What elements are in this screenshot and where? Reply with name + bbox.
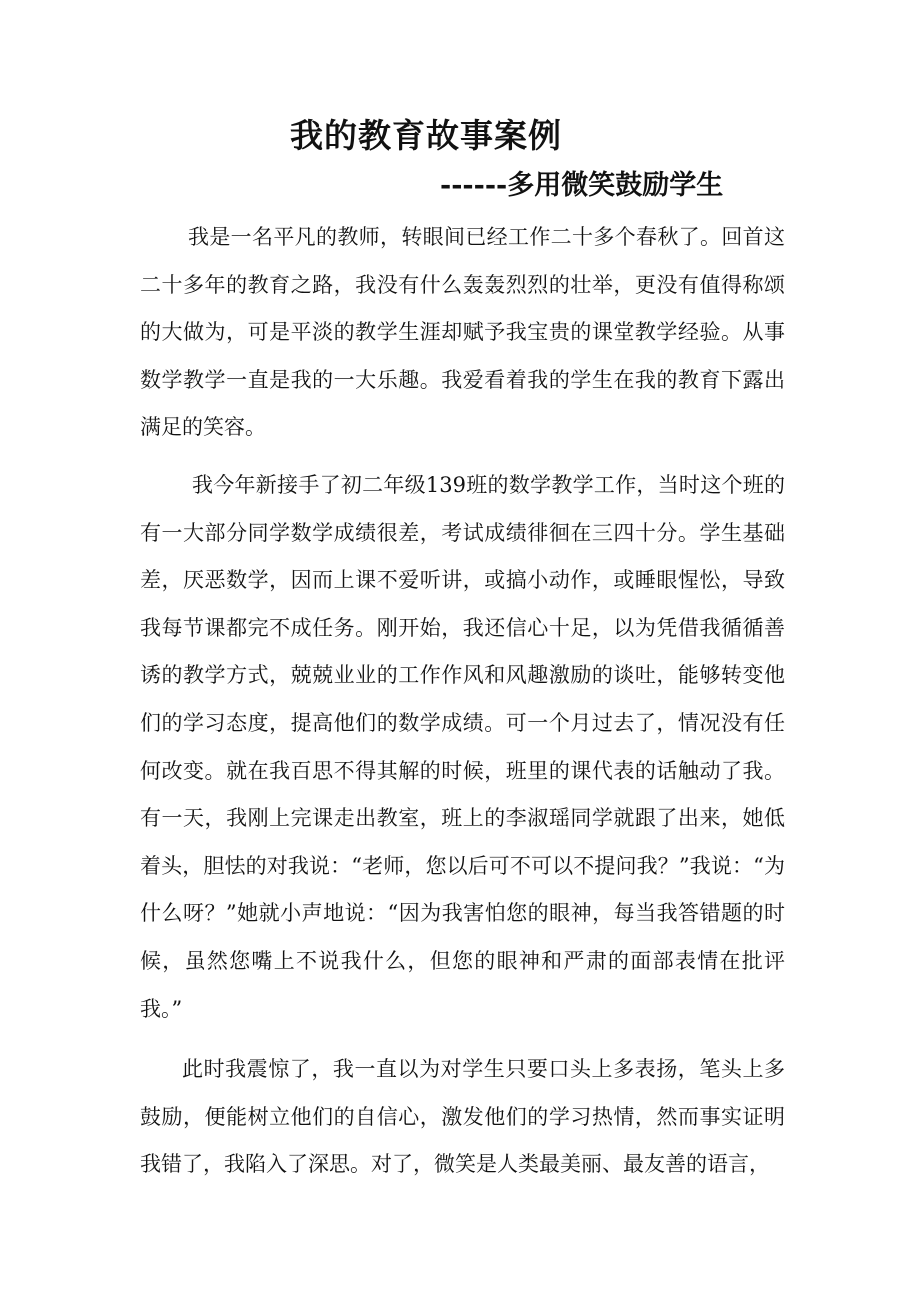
body-paragraph-3: 此时我震惊了，我一直以为对学生只要口头上多表扬，笔头上多鼓励，便能树立他们的自信心，激发他们的学习热情，然而事实证明我错了，我陷入了深思。对了，微笑是人类最美丽、最友善的语言， [140,1057,785,1177]
document-title: 我的教育故事案例 [290,116,562,155]
body-paragraph-1: 我是一名平凡的教师，转眼间已经工作二十多个春秋了。回首这二十多年的教育之路，我没有什么轰轰烈烈的壮举，更没有值得称颂的大做为，可是平淡的教学生涯却赋予我宝贵的课堂教学经验。从事数学教学一直是我的一大乐趣。我爱看着我的学生在我的教育下露出满足的笑容。 [140,225,785,440]
document-subtitle: ------多用微笑鼓励学生 [440,170,724,201]
document-body [140,214,785,1189]
body-paragraph-2: 我今年新接手了初二年级139班的数学教学工作，当时这个班的有一大部分同学数学成绩很差，考试成绩徘徊在三四十分。学生基础差，厌恶数学，因而上课不爱听讲，或搞小动作，或睡眼惺忪，导致我每节课都完不成任务。刚开始，我还信心十足，以为凭借我循循善诱的教学方式，兢兢业业的工作作风和风趣激励的谈吐，能够转变他们的学习态度，提高他们的数学成绩。可一个月过去了，情况没有任何改变。就在我百思不得其解的时候，班里的课代表的话触动了我。有一天，我刚上完课走出教室，班上的李淑瑶同学就跟了出来，她低着头，胆怯的对我说：“老师，您以后可不可以不提问我？”我说：“为什么呀？”她就小声地说：“因为我害怕您的眼神，每当我答错题的时候，虽然您嘴上不说我什么，但您的眼神和严肃的面部表情在批评我。” [140,472,785,1021]
